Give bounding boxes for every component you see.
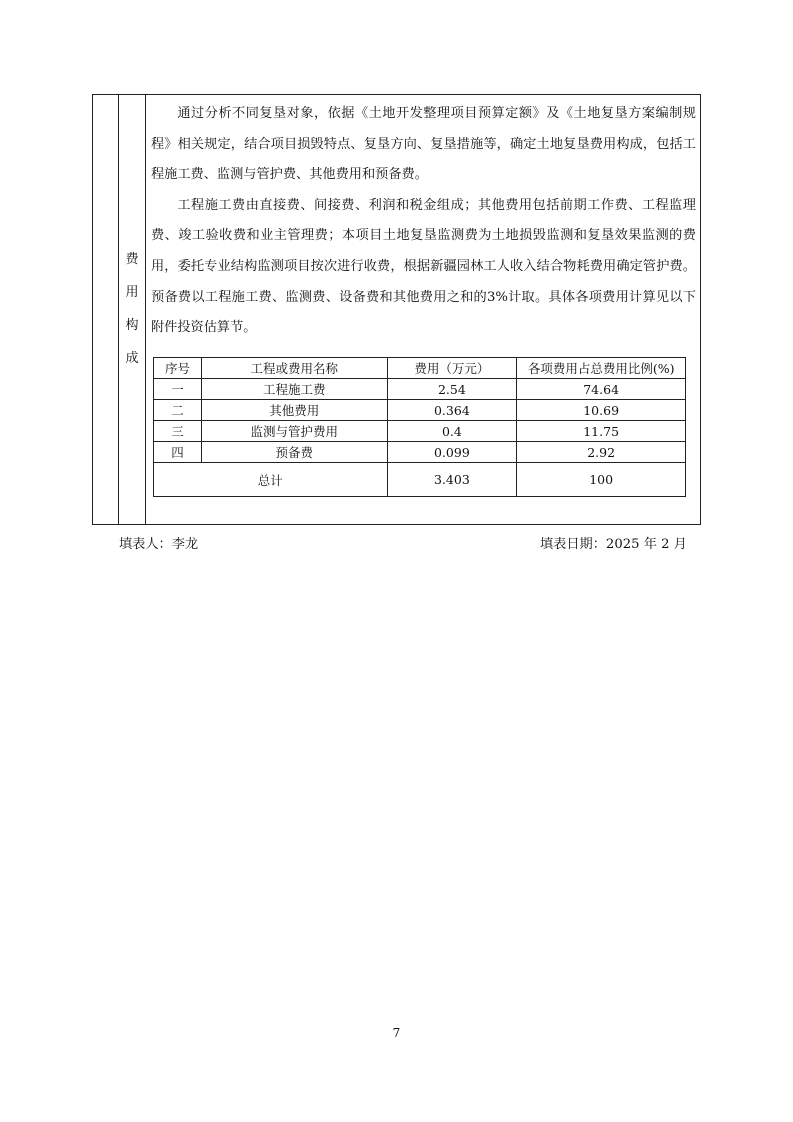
header-name: 工程或费用名称 (201, 358, 387, 379)
cell-index: 三 (154, 421, 202, 442)
filled-date: 填表日期：2025 年 2 月 (540, 537, 687, 552)
cell-cost: 0.099 (387, 442, 517, 463)
header-ratio: 各项费用占总费用比例(%) (517, 358, 686, 379)
filled-by: 填表人：李龙 (119, 537, 199, 552)
cell-cost: 0.364 (387, 400, 517, 421)
total-label: 总计 (154, 463, 388, 497)
table-row (154, 421, 686, 442)
cell-cost: 2.54 (387, 379, 517, 400)
blank-column (93, 95, 119, 524)
cell-name: 工程施工费 (201, 379, 387, 400)
cell-name: 预备费 (201, 442, 387, 463)
total-ratio: 100 (517, 463, 686, 497)
section-label-char: 构 (125, 318, 139, 333)
cell-ratio: 10.69 (517, 400, 686, 421)
header-cost: 费用（万元） (387, 358, 517, 379)
cell-index: 一 (154, 379, 202, 400)
section-label-char: 用 (125, 285, 139, 300)
cost-table (153, 357, 686, 497)
cell-index: 四 (154, 442, 202, 463)
section-label (119, 243, 145, 375)
cost-composition-frame (92, 94, 701, 525)
table-row (154, 379, 686, 400)
cell-ratio: 11.75 (517, 421, 686, 442)
cell-ratio: 2.92 (517, 442, 686, 463)
cell-name: 监测与管护费用 (201, 421, 387, 442)
paragraph: 通过分析不同复垦对象，依据《土地开发整理项目预算定额》及《土地复垦方案编制规程》相关规定，结合项目损毁特点、复垦方向、复垦措施等，确定土地复垦费用构成，包括工程施工费、监测与管护费、其他费用和预备费。 (151, 106, 696, 183)
table-row (154, 442, 686, 463)
cell-index: 二 (154, 400, 202, 421)
cell-cost: 0.4 (387, 421, 517, 442)
section-body (151, 99, 696, 344)
cell-name: 其他费用 (201, 400, 387, 421)
section-label-column (119, 95, 146, 524)
table-header-row (154, 358, 686, 379)
header-index: 序号 (154, 358, 202, 379)
table-total-row (154, 463, 686, 497)
section-label-char: 成 (125, 351, 139, 366)
total-cost: 3.403 (387, 463, 517, 497)
cell-ratio: 74.64 (517, 379, 686, 400)
section-label-char: 费 (125, 252, 139, 267)
table-row (154, 400, 686, 421)
paragraph: 工程施工费由直接费、间接费、利润和税金组成；其他费用包括前期工作费、工程监理费、竣工验收费和业主管理费；本项目土地复垦监测费为土地损毁监测和复垦效果监测的费用，委托专业结构监测项目按次进行收费，根据新疆园林工人收入结合物耗费用确定管护费。预备费以工程施工费、监测费、设备费和其他费用之和的3%计取。具体各项费用计算见以下附件投资估算节。 (151, 197, 696, 336)
page-number: 7 (392, 1026, 401, 1040)
